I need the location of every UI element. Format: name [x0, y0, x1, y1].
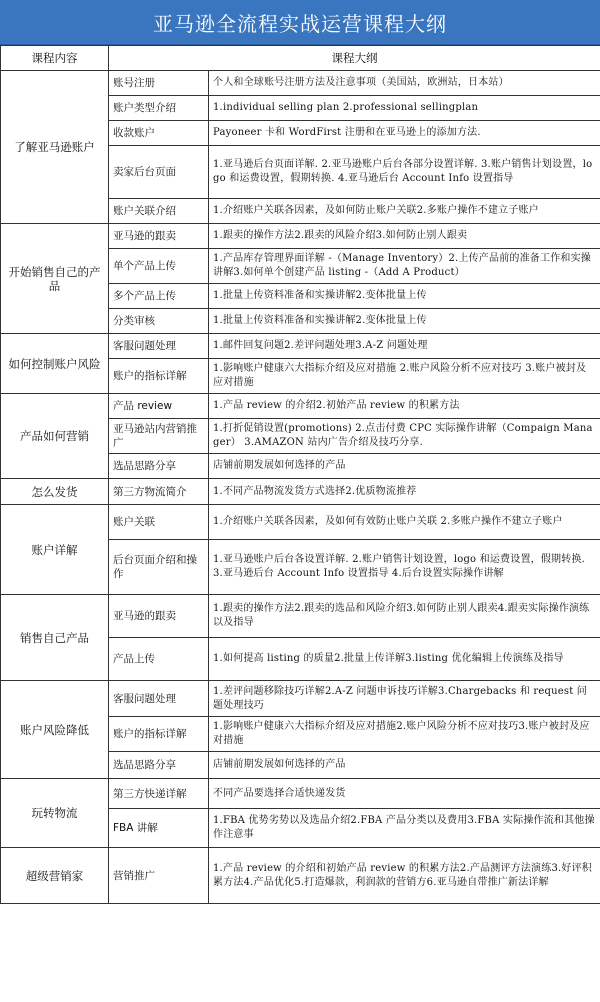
- header-course-outline: 课程大纲: [109, 46, 600, 71]
- topic-cell: 收款账户: [109, 121, 209, 146]
- description-cell: Payoneer 卡和 WordFirst 注册和在亚马逊上的添加方法.: [209, 121, 600, 146]
- category-cell: 开始销售自己的产品: [1, 224, 109, 334]
- description-cell: 1.产品 review 的介绍2.初始产品 review 的积累方法: [209, 394, 600, 419]
- description-cell: 不同产品要选择合适快递发货: [209, 779, 600, 809]
- description-cell: 店铺前期发展如何选择的产品: [209, 454, 600, 479]
- description-cell: 1.亚马逊后台页面详解. 2.亚马逊账户后台各部分设置详解. 3.账户销售计划设置，logo 和运费设置，假期转换. 4.亚马逊后台 Account Info 设置指导: [209, 146, 600, 199]
- topic-cell: FBA 讲解: [109, 809, 209, 848]
- category-cell: 产品如何营销: [1, 394, 109, 479]
- topic-cell: 后台页面介绍和操作: [109, 540, 209, 595]
- topic-cell: 账户类型介绍: [109, 96, 209, 121]
- table-row: [1, 334, 600, 359]
- topic-cell: 选品思路分享: [109, 454, 209, 479]
- page-title: 亚马逊全流程实战运营课程大纲: [0, 0, 600, 45]
- category-cell: 账户详解: [1, 505, 109, 595]
- header-course-content: 课程内容: [1, 46, 109, 71]
- description-cell: 店铺前期发展如何选择的产品: [209, 752, 600, 779]
- topic-cell: 产品上传: [109, 638, 209, 681]
- category-cell: 销售自己产品: [1, 595, 109, 681]
- topic-cell: 账号注册: [109, 71, 209, 96]
- table-row: [1, 505, 600, 540]
- description-cell: 1.批量上传资料准备和实操讲解2.变体批量上传: [209, 284, 600, 309]
- description-cell: 1.亚马逊账户后台各设置详解. 2.账户销售计划设置，logo 和运费设置，假期转换. 3.亚马逊后台 Account Info 设置指导 4.后台设置实际操作讲解: [209, 540, 600, 595]
- curriculum-table: [0, 45, 600, 904]
- table-row: [1, 848, 600, 904]
- description-cell: 个人和全球账号注册方法及注意事项（美国站，欧洲站，日本站）: [209, 71, 600, 96]
- table-row: [1, 779, 600, 809]
- category-cell: 了解亚马逊账户: [1, 71, 109, 224]
- table-row: [1, 681, 600, 717]
- description-cell: 1.影响账户健康六大指标介绍及应对措施2.账户风险分析不应对技巧3.账户被封及应对措施: [209, 717, 600, 752]
- description-cell: 1.跟卖的操作方法2.跟卖的选品和风险介绍3.如何防止别人跟卖4.跟卖实际操作演练以及指导: [209, 595, 600, 638]
- topic-cell: 客服问题处理: [109, 334, 209, 359]
- topic-cell: 分类审核: [109, 309, 209, 334]
- topic-cell: 营销推广: [109, 848, 209, 904]
- description-cell: 1.如何提高 listing 的质量2.批量上传详解3.listing 优化编辑上传演练及指导: [209, 638, 600, 681]
- topic-cell: 客服问题处理: [109, 681, 209, 717]
- topic-cell: 亚马逊的跟卖: [109, 595, 209, 638]
- table-row: [1, 224, 600, 249]
- header-row: [1, 46, 600, 71]
- description-cell: 1.打折促销设置(promotions) 2.点击付费 CPC 实际操作讲解（Compaign Manager） 3.AMAZON 站内广告介绍及技巧分享.: [209, 419, 600, 454]
- description-cell: 1.介绍账户关联各因素，及如何防止账户关联2.多账户操作不建立子账户: [209, 199, 600, 224]
- category-cell: 账户风险降低: [1, 681, 109, 779]
- topic-cell: 亚马逊的跟卖: [109, 224, 209, 249]
- description-cell: 1.批量上传资料准备和实操讲解2.变体批量上传: [209, 309, 600, 334]
- description-cell: 1.individual selling plan 2.professional sellingplan: [209, 96, 600, 121]
- topic-cell: 卖家后台页面: [109, 146, 209, 199]
- category-cell: 玩转物流: [1, 779, 109, 848]
- topic-cell: 选品思路分享: [109, 752, 209, 779]
- topic-cell: 第三方物流简介: [109, 479, 209, 505]
- topic-cell: 亚马逊站内营销推广: [109, 419, 209, 454]
- description-cell: 1.差评问题移除技巧详解2.A-Z 问题申诉技巧详解3.Chargebacks 和 request 问题处理技巧: [209, 681, 600, 717]
- topic-cell: 账户关联介绍: [109, 199, 209, 224]
- topic-cell: 单个产品上传: [109, 249, 209, 284]
- description-cell: 1.FBA 优势劣势以及选品介绍2.FBA 产品分类以及费用3.FBA 实际操作流和其他操作注意事: [209, 809, 600, 848]
- table-row: [1, 595, 600, 638]
- table-row: [1, 479, 600, 505]
- topic-cell: 产品 review: [109, 394, 209, 419]
- description-cell: 1.跟卖的操作方法2.跟卖的风险介绍3.如何防止别人跟卖: [209, 224, 600, 249]
- table-row: [1, 71, 600, 96]
- description-cell: 1.影响账户健康六大指标介绍及应对措施 2.账户风险分析不应对技巧 3.账户被封及应对措施: [209, 359, 600, 394]
- topic-cell: 账户的指标详解: [109, 717, 209, 752]
- description-cell: 1.邮件回复问题2.差评问题处理3.A-Z 问题处理: [209, 334, 600, 359]
- table-row: [1, 394, 600, 419]
- description-cell: 1.不同产品物流发货方式选择2.优质物流推荐: [209, 479, 600, 505]
- topic-cell: 账户关联: [109, 505, 209, 540]
- description-cell: 1.产品 review 的介绍和初始产品 review 的积累方法2.产品测评方法演练3.好评积累方法4.产品优化5.打造爆款，利润款的营销方6.亚马逊自带推广新法详解: [209, 848, 600, 904]
- topic-cell: 多个产品上传: [109, 284, 209, 309]
- topic-cell: 账户的指标详解: [109, 359, 209, 394]
- description-cell: 1.介绍账户关联各因素，及如何有效防止账户关联 2.多账户操作不建立子账户: [209, 505, 600, 540]
- category-cell: 如何控制账户风险: [1, 334, 109, 394]
- topic-cell: 第三方快递详解: [109, 779, 209, 809]
- category-cell: 超级营销家: [1, 848, 109, 904]
- category-cell: 怎么发货: [1, 479, 109, 505]
- description-cell: 1.产品库存管理界面详解 -（Manage Inventory）2.上传产品前的准备工作和实操讲解3.如何单个创建产品 listing -（Add A Product）: [209, 249, 600, 284]
